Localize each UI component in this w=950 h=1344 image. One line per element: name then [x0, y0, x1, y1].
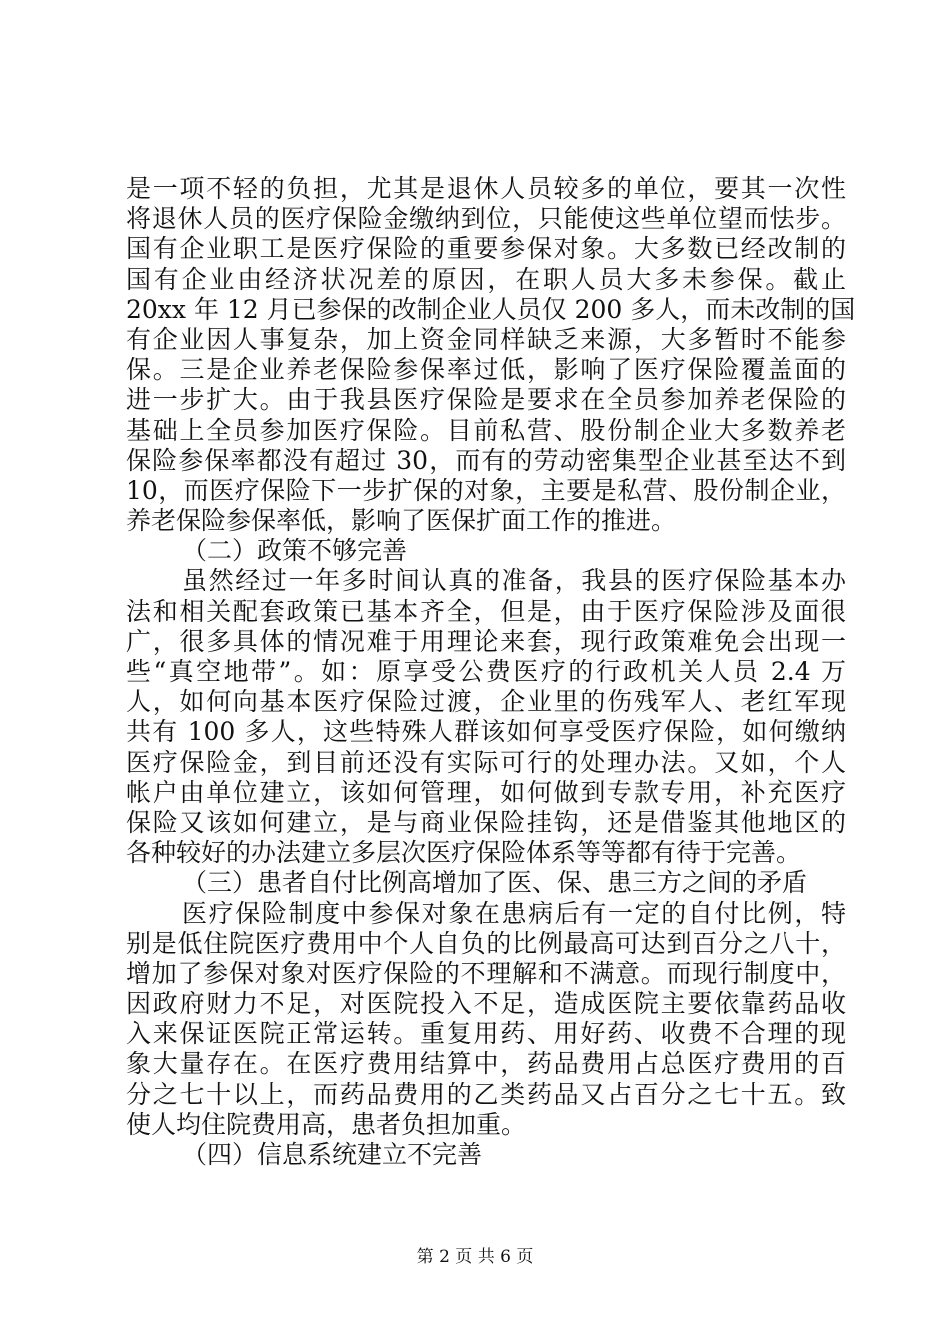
text-line: 共有 100 多人，这些特殊人群该如何享受医疗保险，如何缴纳 [126, 717, 846, 747]
text-line: 保险又该如何建立，是与商业保险挂钩，还是借鉴其他地区的 [126, 807, 846, 837]
text-line: 增加了参保对象对医疗保险的不理解和不满意。而现行制度中， [126, 958, 846, 988]
text-line: 是一项不轻的负担，尤其是退休人员较多的单位，要其一次性 [126, 174, 846, 203]
text-line: 国有企业由经济状况差的原因，在职人员大多未参保。截止 [126, 264, 846, 294]
text-line: 将退休人员的医疗保险金缴纳到位，只能使这些单位望而怯步。 [126, 204, 846, 234]
text-line: 入来保证医院正常运转。重复用药、用好药、收费不合理的现 [126, 1019, 846, 1049]
text-line: 保。三是企业养老保险参保率过低，影响了医疗保险覆盖面的 [126, 355, 846, 385]
text-line: 帐户由单位建立，该如何管理，如何做到专款专用，补充医疗 [126, 777, 846, 807]
body-text [126, 174, 856, 1170]
text-line: 广，很多具体的情况难于用理论来套，现行政策难免会出现一 [126, 626, 846, 656]
page-footer: 第 2 页 共 6 页 [416, 1247, 534, 1267]
text-line: 人，如何向基本医疗保险过渡，企业里的伤残军人、老红军现 [126, 687, 846, 717]
section-heading: （二）政策不够完善 [182, 536, 408, 566]
text-line: 国有企业职工是医疗保险的重要参保对象。大多数已经改制的 [126, 234, 846, 264]
text-line: 进一步扩大。由于我县医疗保险是要求在全员参加养老保险的 [126, 385, 846, 415]
text-line: 法和相关配套政策已基本齐全，但是，由于医疗保险涉及面很 [126, 596, 846, 626]
text-line: 虽然经过一年多时间认真的准备，我县的医疗保险基本办 [182, 566, 846, 596]
text-line: 保险参保率都没有超过 30，而有的劳动密集型企业甚至达不到 [126, 445, 846, 475]
text-line: 养老保险参保率低，影响了医保扩面工作的推进。 [126, 506, 677, 536]
text-line: 20xx 年 12 月已参保的改制企业人员仅 200 多人，而未改制的国 [126, 294, 856, 324]
text-line: 医疗保险金，到目前还没有实际可行的处理办法。又如，个人 [126, 747, 846, 777]
text-line: 些“真空地带”。如：原享受公费医疗的行政机关人员 2.4 万 [126, 657, 846, 686]
text-line: 象大量存在。在医疗费用结算中，药品费用占总医疗费用的百 [126, 1049, 846, 1079]
text-line: 因政府财力不足，对医院投入不足，造成医院主要依靠药品收 [126, 989, 846, 1019]
text-line: 有企业因人事复杂，加上资金同样缺乏来源，大多暂时不能参 [126, 324, 846, 354]
text-line: 10，而医疗保险下一步扩保的对象，主要是私营、股份制企业， [126, 475, 846, 505]
text-line: 各种较好的办法建立多层次医疗保险体系等等都有待于完善。 [126, 838, 802, 868]
text-line: 别是低住院医疗费用中个人自负的比例最高可达到百分之八十， [126, 928, 846, 958]
section-heading: （三）患者自付比例高增加了医、保、患三方之间的矛盾 [182, 868, 808, 898]
text-line: 医疗保险制度中参保对象在患病后有一定的自付比例，特 [182, 898, 846, 928]
text-line: 分之七十以上，而药品费用的乙类药品又占百分之七十五。致 [126, 1079, 846, 1109]
text-line: 使人均住院费用高，患者负担加重。 [126, 1109, 527, 1139]
section-heading: （四）信息系统建立不完善 [182, 1140, 483, 1169]
text-line: 基础上全员参加医疗保险。目前私营、股份制企业大多数养老 [126, 415, 846, 445]
